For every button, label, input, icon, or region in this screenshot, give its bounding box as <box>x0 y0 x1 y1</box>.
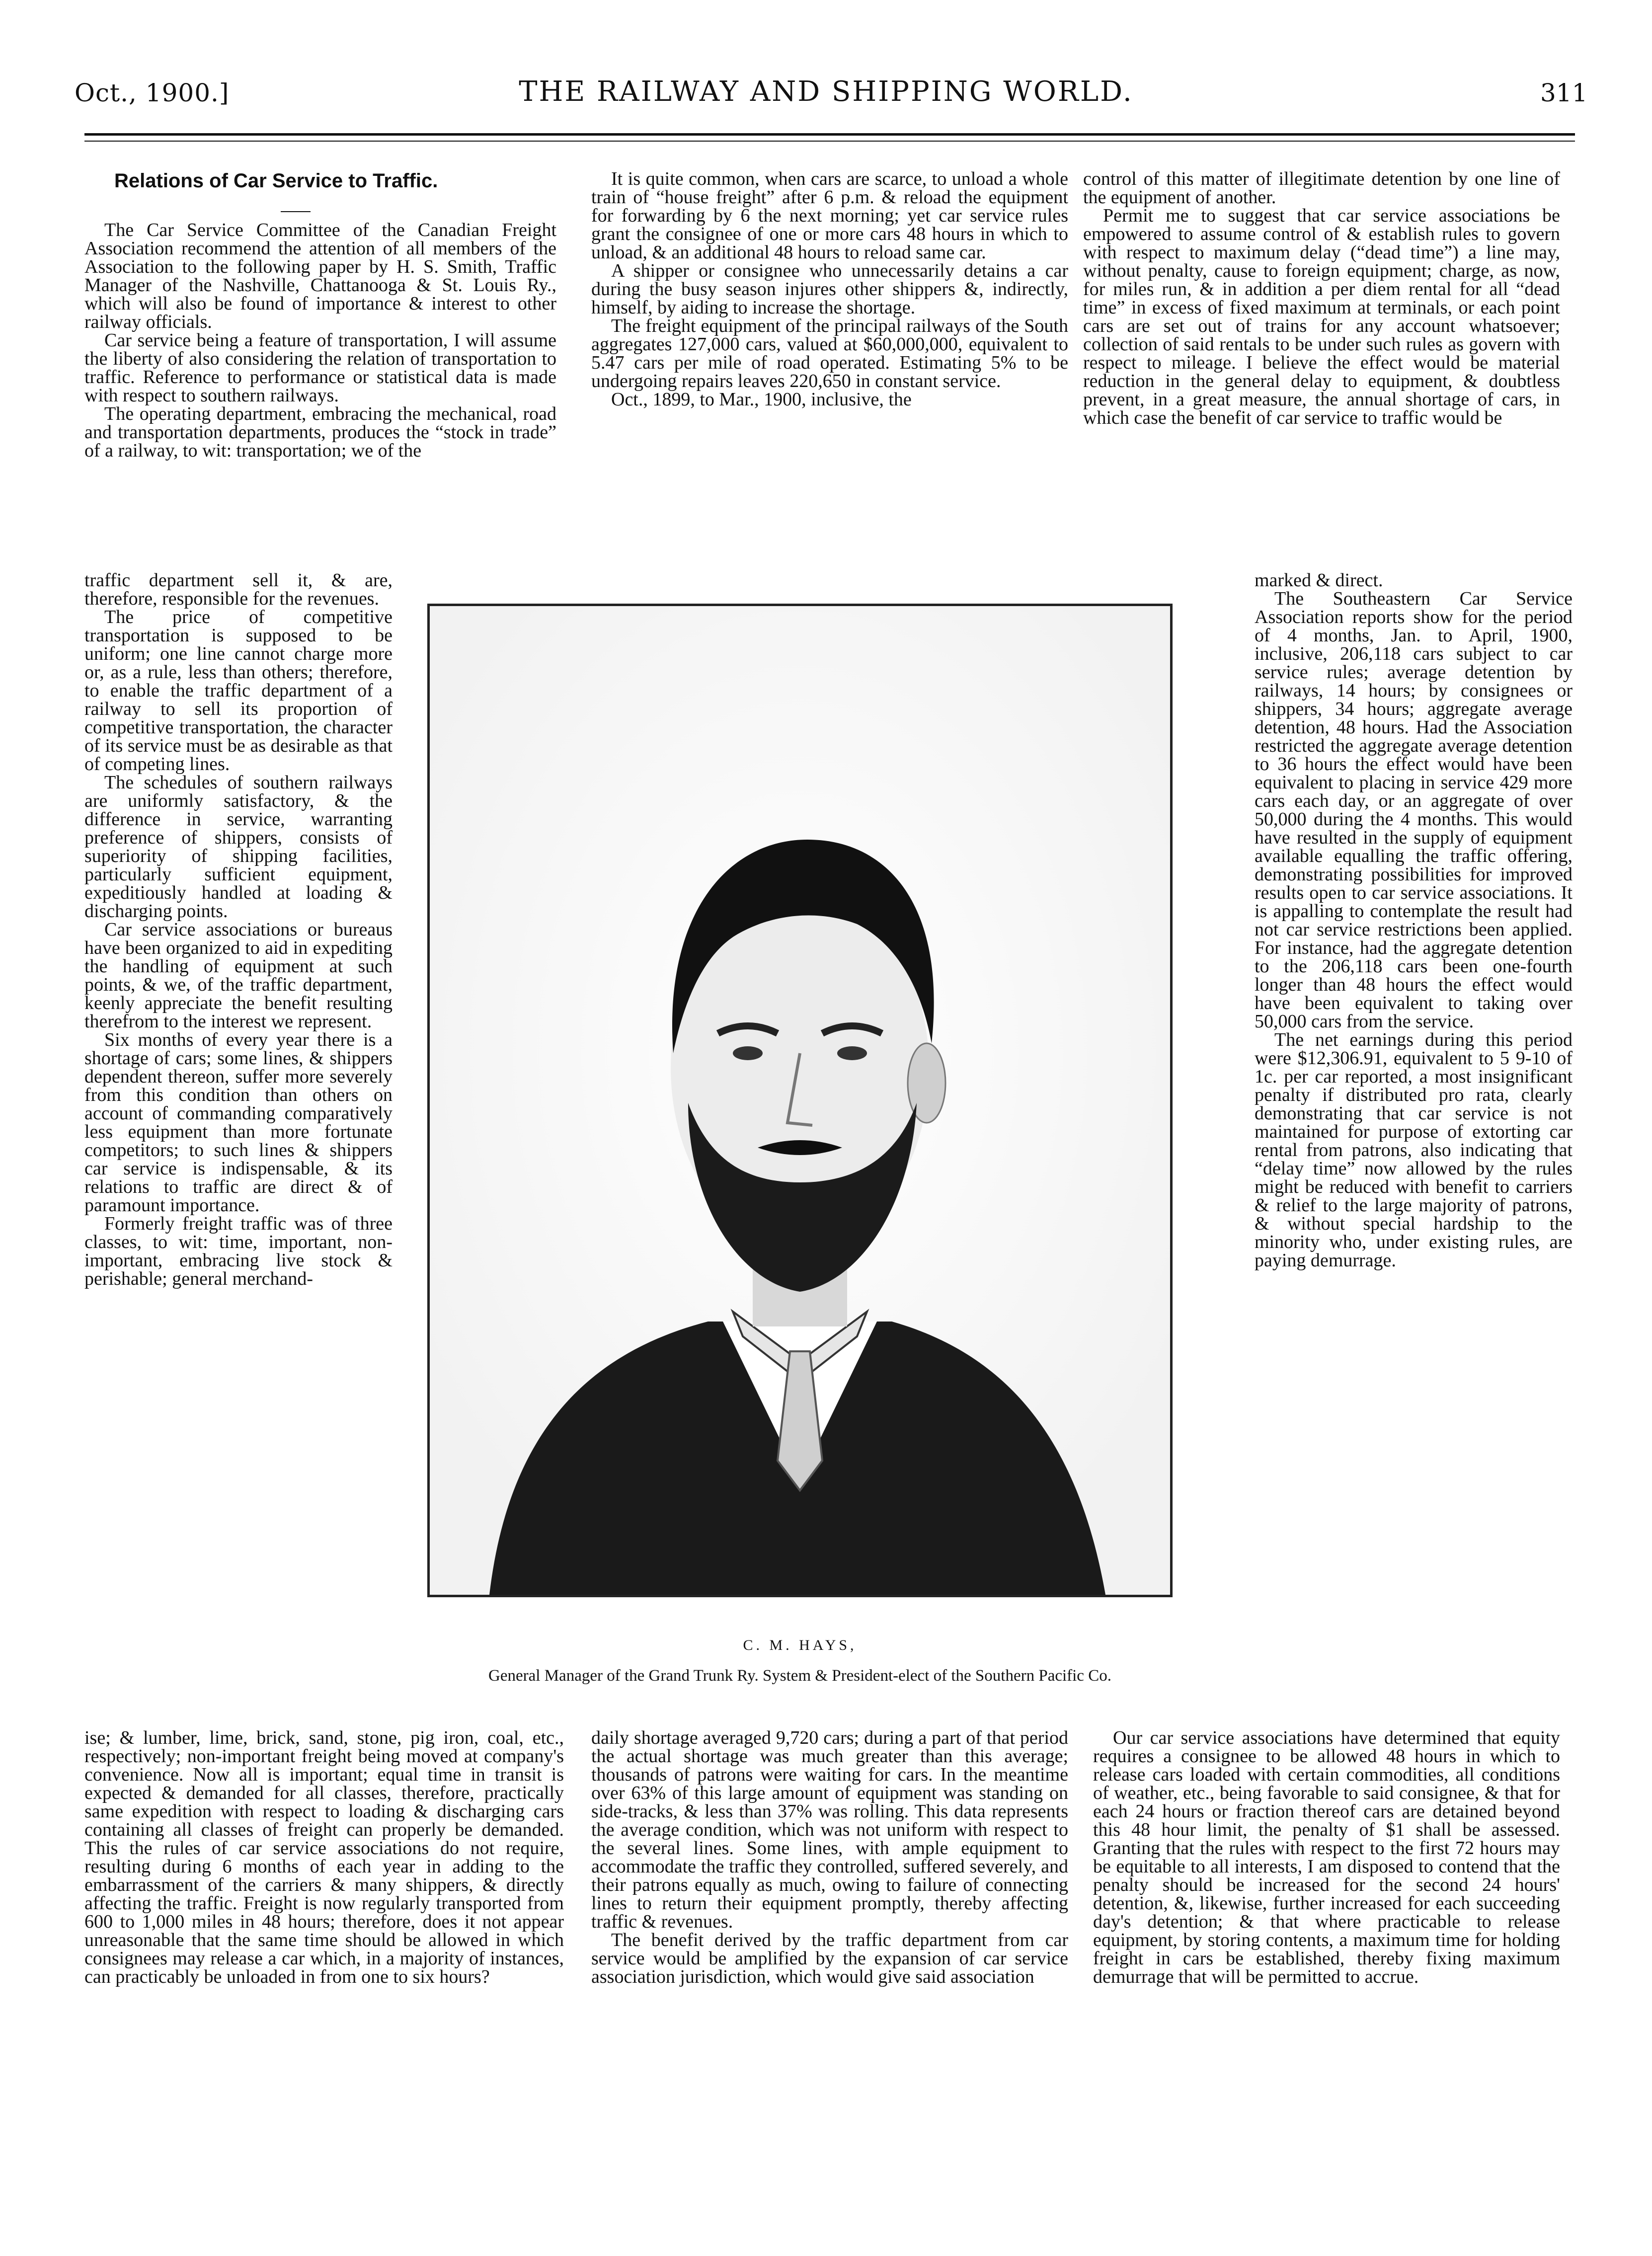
issue-date: Oct., 1900.] <box>75 78 230 107</box>
paragraph: marked & direct. <box>1255 571 1383 591</box>
paragraph: The freight equipment of the principal railways of the South aggregates 127,000 cars, valued at $60,000,000, equivalent to 5.47 cars per mile of road operated. Estimating 5% to be undergoing repairs leaves 220,650 in constant service. <box>591 315 1068 391</box>
column-1-bottom <box>84 1729 564 2206</box>
portrait-illustration <box>430 606 1170 1595</box>
paragraph: Formerly freight traffic was of three classes, to wit: time, important, non-important, embracing live stock & perishable; general merchand- <box>84 1213 393 1289</box>
column-2-top <box>591 170 1068 597</box>
column-1-narrow <box>84 571 393 1725</box>
portrait-caption: General Manager of the Grand Trunk Ry. System & President-elect of the Southern Pacific Co. <box>488 1667 1111 1685</box>
paragraph: It is quite common, when cars are scarce, to unload a whole train of “house freight” after 6 p.m. & reload the equipment for forwarding by 6 the next morning; yet car service rules grant the consignee of one or more cars 48 hours in which to unload, & an additional 48 hours to reload same car. <box>591 170 1068 263</box>
article-title: Relations of Car Service to Traffic. <box>114 170 438 192</box>
column-1-top <box>84 221 556 571</box>
paragraph: The operating department, embracing the mechanical, road and transportation departments, produces the “stock in trade” of a railway, to wit: transportation; we of the <box>84 403 556 461</box>
paragraph: Six months of every year there is a shortage of cars; some lines, & shippers dependent thereon, suffer more severely from this condition than others on account of commanding comparatively less equipment than more fortunate competitors; to such lines & shippers car service is indispensable, & its relations to traffic are direct & of paramount importance. <box>84 1029 393 1216</box>
paragraph: daily shortage averaged 9,720 cars; during a part of that period the actual shortage was much greater than this average; thousands of patrons were waiting for cars. In the meantime over 63% of this large amount of equipment was standing on side-tracks, & less than 37% was rolling. This data represents the average condition, which was not uniform with respect to the several lines. Some lines, with ample equipment to accommodate the traffic they controlled, suffered severely, and their patrons equally as much, owing to failure of connecting lines to return their equipment promptly, thereby affecting traffic & revenues. <box>591 1729 1068 1932</box>
paragraph: Oct., 1899, to Mar., 1900, inclusive, the <box>611 389 912 410</box>
header-rule <box>84 133 1575 136</box>
paragraph: Car service associations or bureaus have been organized to aid in expediting the handling of equipment at such points, & we, of the traffic department, keenly appreciate the benefit resulting therefrom to the interest we represent. <box>84 919 393 1032</box>
paragraph: The schedules of southern railways are uniformly satisfactory, & the difference in service, warranting preference of shippers, consists of superiority of shipping facilities, particularly sufficient equipment, expeditiously handled at loading & discharging points. <box>84 772 393 922</box>
portrait-name: C. M. HAYS, <box>743 1637 857 1653</box>
paragraph: The benefit derived by the traffic department from car service would be amplified by the expansion of car service association jurisdiction, which would give said association <box>591 1930 1068 1987</box>
paragraph: traffic department sell it, & are, therefore, responsible for the revenues. <box>84 571 393 609</box>
portrait-photo <box>427 604 1173 1597</box>
column-3-top <box>1083 170 1560 572</box>
paragraph: Our car service associations have determined that equity requires a consignee to be allowed 48 hours in which to release cars loaded with certain commodities, all conditions of weather, etc., being favorable to said consignee, & that for each 24 hours or fraction thereof cars are detained beyond this 48 hour limit, the penalty of $1 shall be assessed. Granting that the rules with respect to the first 72 hours may be equitable to all interests, I am disposed to contend that the penalty should be increased for the second 24 hours' detention, &, likewise, further increased for each succeeding day's detention; & that where practicable to release equipment, by storing contents, a maximum time for holding freight in cars be established, thereby fixing maximum demurrage that will be permitted to accrue. <box>1093 1729 1560 1987</box>
column-3-narrow <box>1255 571 1573 1725</box>
journal-title: THE RAILWAY AND SHIPPING WORLD. <box>519 76 1133 108</box>
paragraph: Car service being a feature of transportation, I will assume the liberty of also considering the relation of transportation to traffic. Reference to performance or statistical data is made with respect to southern railways. <box>84 330 556 406</box>
title-dash <box>281 211 311 212</box>
header-rule-thin <box>84 141 1575 142</box>
column-2-bottom <box>591 1729 1068 2206</box>
paragraph: The net earnings during this period were $12,306.91, equivalent to 5 9-10 of 1c. per car reported, a most insignificant penalty if distributed pro rata, clearly demonstrating that car service is not maintained for purpose of extorting car rental from patrons, also indicating that “delay time” now allowed by the rules might be reduced with benefit to carriers & relief to the large majority of patrons, & without special hardship to the minority who, under existing rules, are paying demurrage. <box>1255 1029 1573 1271</box>
paragraph: control of this matter of illegitimate detention by one line of the equipment of another. <box>1083 170 1560 208</box>
page-number: 311 <box>1540 78 1588 107</box>
paragraph: The Southeastern Car Service Association reports show for the period of 4 months, Jan. to April, 1900, inclusive, 206,118 cars subject to car service rules; average detention by railways, 14 hours; by consignees or shippers, 34 hours; aggregate average detention, 48 hours. Had the Association restricted the aggregate average detention to 36 hours the effect would have been equivalent to placing in service 429 more cars each day, or an aggregate of over 50,000 during the 4 months. This would have resulted in the supply of equipment available equalling the traffic offering, demonstrating possibilities for improved results open to car service associations. It is appalling to contemplate the result had not car service restrictions been applied. For instance, had the aggregate detention to the 206,118 cars been one-fourth longer than 48 hours the effect would have been equivalent to taking over 50,000 cars from the service. <box>1255 588 1573 1032</box>
paragraph: ise; & lumber, lime, brick, sand, stone, pig iron, coal, etc., respectively; non-important freight being moved at company's convenience. Now all is important; equal time in transit is expected & demanded for all classes, therefore, practically same expedition with respect to loading & discharging cars containing all classes of freight can properly be demanded. This the rules of car service associations do not require, resulting during 6 months of each year in adding to the embarrassment of the carriers & many shippers, & directly affecting the traffic. Freight is now regularly transported from 600 to 1,000 miles in 48 hours; therefore, does it not appear unreasonable that the same time should be allowed in which consignees may release a car which, in a majority of instances, can practicably be unloaded in from one to six hours? <box>84 1729 564 1987</box>
column-3-bottom <box>1093 1729 1560 2206</box>
paragraph: Permit me to suggest that car service associations be empowered to assume control of & establish rules to govern with respect to maximum delay (“dead time”) a line may, without penalty, cause to foreign equipment; charge, as now, for miles run, & in addition a per diem rental for all “dead time” in excess of fixed maximum at terminals, or each point cars are set out of trains for any account whatsoever; collection of said rentals to be under such rules as govern with respect to mileage. I believe the effect would be material reduction in the general delay to equipment, & doubtless prevent, in a great measure, the annual shortage of cars, in which case the benefit of car service to traffic would be <box>1083 205 1560 428</box>
paragraph: The price of competitive transportation is supposed to be uniform; one line cannot charge more or, as a rule, less than others; therefore, to enable the traffic department of a railway to sell its proportion of competitive transportation, the character of its service must be as desirable as that of competing lines. <box>84 607 393 775</box>
paragraph: The Car Service Committee of the Canadian Freight Association recommend the attention of all members of the Association to the following paper by H. S. Smith, Traffic Manager of the Nashville, Chattanooga & St. Louis Ry., which will also be found of importance & interest to other railway officials. <box>84 221 556 332</box>
paragraph: A shipper or consignee who unnecessarily detains a car during the busy season injures other shippers &, indirectly, himself, by aiding to increase the shortage. <box>591 260 1068 318</box>
